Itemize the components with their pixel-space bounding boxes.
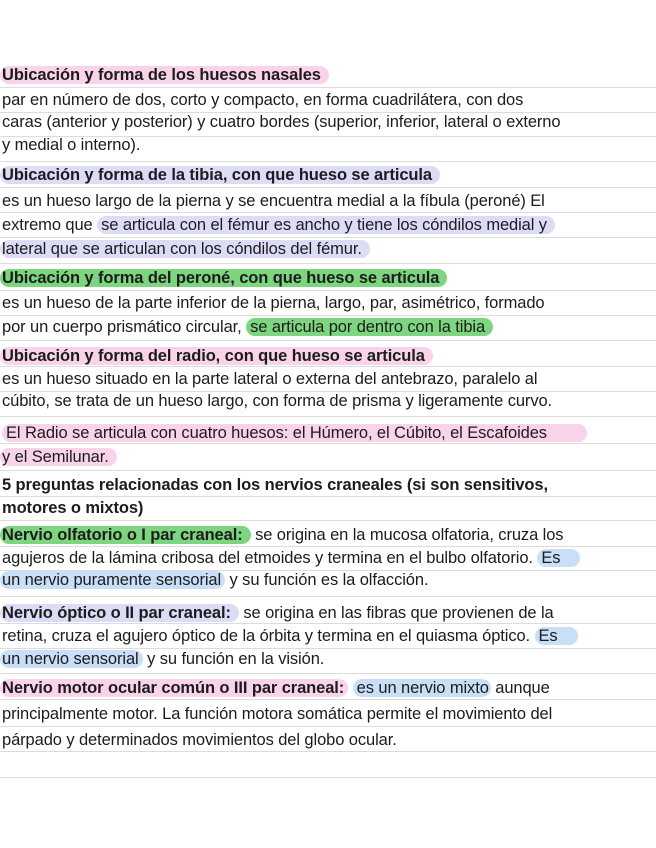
rule-line [0,340,656,341]
radio-highlight-2: y el Semilunar. [0,448,117,466]
olfatorio-line-3-rest: y su función es la olfacción. [225,571,429,589]
rule-line [0,470,656,471]
optico-highlight-2: un nervio sensorial [0,650,143,668]
perone-heading [2,267,447,289]
rule-line [0,777,656,778]
optico-line-3-rest: y su función en la visión. [142,650,325,668]
perone-line-2-plain: por un cuerpo prismático circular, [2,318,242,336]
nasales-line-3: y medial o interno). [2,136,141,154]
optico-line-2 [2,625,578,647]
rule-line [0,751,656,752]
rule-line [0,87,656,88]
rule-line [0,187,656,188]
rule-line [0,520,656,521]
radio-line-2: cúbito, se trata de un hueso largo, con forma de prisma y ligeramente curvo. [2,392,553,410]
rule-line [0,161,656,162]
nervios-heading-2: motores o mixtos) [2,499,144,517]
tibia-highlight-2: lateral que se articulan con los cóndilos del fémur. [0,240,370,258]
nervios-heading-line-1 [2,474,548,496]
tibia-line-2-plain: extremo que [2,216,93,234]
optico-line-1-rest: se origina en las fibras que provienen de la [238,604,554,622]
tibia-title: Ubicación y forma de la tibia, con que hueso se articula [0,166,440,184]
optico-line-2-plain: retina, cruza el agujero óptico de la órbita y termina en el quiasma óptico. [2,627,531,645]
motor-ocular-highlight: es un nervio mixto [353,679,491,697]
rule-line [0,263,656,264]
rule-line [0,673,656,674]
motor-ocular-line-3: párpado y determinados movimientos del globo ocular. [2,731,397,749]
nasales-line-2: caras (anterior y posterior) y cuatro bordes (superior, inferior, lateral o externo [2,113,561,131]
tibia-line-1: es un hueso largo de la pierna y se encuentra medial a la fíbula (peroné) El [2,192,545,210]
optico-title: Nervio óptico o II par craneal: [0,604,239,622]
rule-line [0,726,656,727]
radio-line-3 [2,422,587,444]
olfatorio-line-3 [2,569,428,591]
rule-line [0,212,656,213]
rule-line [0,416,656,417]
olfatorio-line-1-rest: se origina en la mucosa olfatoria, cruza los [250,526,564,544]
nervios-heading-line-2 [2,497,143,519]
tibia-line-2 [2,214,555,236]
rule-line [0,596,656,597]
radio-line-1: es un hueso situado en la parte lateral o externa del antebrazo, paralelo al [2,370,538,388]
tibia-highlight-1: se articula con el fémur es ancho y tiene los cóndilos medial y [97,216,555,234]
optico-highlight-1: Es [535,627,578,645]
rule-line [0,290,656,291]
optico-line-3 [2,648,324,670]
radio-highlight-1: El Radio se articula con cuatro huesos: el Húmero, el Cúbito, el Escafoides [2,424,587,442]
nasales-line-1: par en número de dos, corto y compacto, en forma cuadrilátera, con dos [2,91,524,109]
tibia-heading [2,164,440,186]
olfatorio-line-1 [2,524,563,546]
olfatorio-highlight-1: Es [537,549,580,567]
nasales-heading [2,64,329,86]
motor-ocular-line-1 [2,677,550,699]
olfatorio-title: Nervio olfatorio o I par craneal: [0,526,251,544]
radio-line-4 [2,446,117,468]
radio-heading [2,345,433,367]
perone-highlight: se articula por dentro con la tibia [246,318,493,336]
tibia-line-3 [2,238,370,260]
perone-line-1: es un hueso de la parte inferior de la pierna, largo, par, asimétrico, formado [2,294,545,312]
olfatorio-highlight-2: un nervio puramente sensorial [0,571,225,589]
rule-line [0,699,656,700]
nasales-title: Ubicación y forma de los huesos nasales [0,66,329,84]
optico-line-1 [2,602,554,624]
motor-ocular-line-2: principalmente motor. La función motora somática permite el movimiento del [2,705,553,723]
perone-line-2 [2,316,493,338]
motor-ocular-line-1-rest: aunque [490,679,550,697]
olfatorio-line-2 [2,547,580,569]
nervios-heading-1: 5 preguntas relacionadas con los nervios craneales (si son sensitivos, [2,476,548,494]
motor-ocular-title: Nervio motor ocular común o III par craneal: [0,679,348,697]
olfatorio-line-2-plain: agujeros de la lámina cribosa del etmoides y termina en el bulbo olfatorio. [2,549,533,567]
radio-title: Ubicación y forma del radio, con que hueso se articula [0,347,433,365]
perone-title: Ubicación y forma del peroné, con que hueso se articula [0,269,447,287]
